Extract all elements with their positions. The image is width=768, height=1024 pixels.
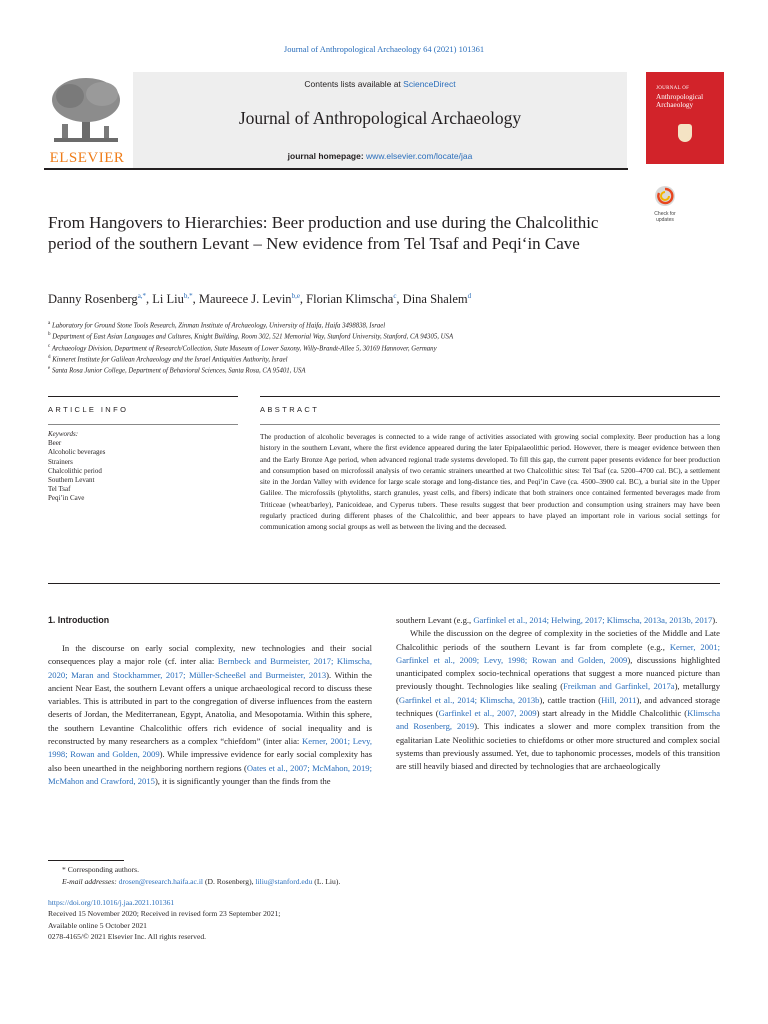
citation-link[interactable]: Garfinkel et al., 2014; Klimscha, 2013b: [398, 694, 540, 705]
keywords-block: [48, 430, 238, 504]
body-text: ), it is significantly younger than the finds from the: [154, 775, 331, 786]
body-text: southern Levant (e.g.,: [396, 615, 474, 625]
author-sup[interactable]: c: [393, 292, 397, 300]
keyword: Chalcolithic period: [48, 466, 102, 475]
masthead-rule: [44, 168, 628, 170]
available-date: Available online 5 October 2021: [48, 920, 147, 930]
email-line: E-mail addresses: drosen@research.haifa.ac.il (D. Rosenberg), liliu@stanford.edu (L. Liu).: [62, 877, 341, 886]
check-for-updates-badge[interactable]: [650, 186, 680, 230]
affiliation: $^c$ Archaeology Division, Department of Research/Collection, State Museum of Lower Saxony, Willy-Brandt-Allee 5, 30169 Hannover, Germany: [48, 343, 437, 352]
article-info-rule: [48, 424, 238, 425]
article-info-heading: ARTICLE INFO: [48, 405, 129, 414]
body-text: ) start already in the Middle Chalcolithic (: [536, 708, 688, 719]
author-name[interactable]: Li Liu: [152, 292, 184, 307]
running-head: Journal of Anthropological Archaeology 64 (2021) 101361: [283, 44, 485, 54]
body-text: ). This indicates a slower and more complex transition from the egalitarian Late Neolithic societies to chiefdoms or other more structured and complex social systems than previously assumed. Yet, due to taphonomic processes, models of this transition are still heavily biased and directed by technologies that are archaeologically: [396, 721, 720, 772]
body-text: ). Within the ancient Near East, the southern Levant offers a unique archaeological record to discuss these variables. This is attributed in part to the congregation of diverse influences from the eastern deserts of Jordan, the Mediterranean, Egypt, Anatolia, and Mesopotamia. Within this sphere, the southern Levantine Chalcolithic offers rich evidence of social inequality and is reconstructed by many researchers as a complex “chiefdom” (inter alia:: [48, 669, 372, 747]
citation-link[interactable]: Garfinkel et al., 2007, 2009: [438, 708, 537, 719]
cover-line-2: Anthropological Archaeology: [656, 93, 704, 109]
citation-link[interactable]: Kerner, 2001; Garfinkel et al., 2009; Levy, 1998; Rowan and Golden, 2009: [396, 641, 721, 665]
citation-link[interactable]: Kerner, 2001; Levy, 1998; Rowan and Golden, 2009: [48, 736, 373, 760]
article-title: From Hangovers to Hierarchies: Beer production and use during the Chalcolithic period of the southern Levant – New evidence from Tel Tsaf and Peqi‘in Cave: [48, 213, 599, 253]
keyword: Alcoholic beverages: [48, 448, 106, 457]
publisher-logo-text: ELSEVIER: [49, 150, 125, 166]
keywords-label: Keywords:: [48, 430, 79, 438]
abstract-bottom-rule: [48, 583, 720, 584]
keyword: Beer: [48, 439, 62, 448]
author-sup[interactable]: b,*: [183, 292, 193, 300]
body-paragraph: [48, 642, 372, 788]
citation-link[interactable]: Bernbeck and Burmeister, 2017; Klimscha, 2020; Maran and Stockhammer, 2017; Müller-Scheeßel and Burmeister, 2013: [48, 656, 372, 680]
cover-seal-icon: [678, 124, 692, 142]
citation-link[interactable]: Klimscha and Rosenberg, 2019: [396, 708, 721, 732]
author-sup[interactable]: a,*: [137, 292, 147, 300]
journal-cover-thumbnail: [646, 72, 724, 164]
author-sup[interactable]: b,e: [291, 292, 300, 300]
affiliation: $^b$ Department of East Asian Languages and Cultures, Knight Building, Room 302, 521 Memorial Way, Stanford University, Stanford, CA 94305, USA: [48, 332, 454, 341]
footnote-rule: [48, 860, 124, 861]
copyright-line: 0278-4165/© 2021 Elsevier Inc. All rights reserved.: [48, 931, 207, 941]
tree-icon: [44, 72, 128, 148]
elsevier-logo: [44, 72, 128, 168]
body-column-right: [396, 614, 720, 774]
journal-homepage: journal homepage: www.elsevier.com/locate/jaa: [287, 151, 473, 161]
email-link[interactable]: drosen@research.haifa.ac.il: [118, 877, 204, 886]
body-paragraph: [396, 614, 720, 627]
body-text: In the discourse on early social complexity, new technologies and their social consequences play a major role (cf. inter alia:: [48, 643, 372, 667]
journal-name: Journal of Anthropological Archaeology: [238, 108, 522, 128]
article-info-top-rule: [48, 396, 238, 397]
body-text: ). While impressive evidence for early social complexity has also been unearthed in the neighboring northern regions (: [48, 749, 373, 773]
email-link[interactable]: liliu@stanford.edu: [255, 877, 313, 886]
citation-link[interactable]: Oates et al., 2007; McMahon, 2019; McMahon and Crawford, 2015: [48, 762, 372, 786]
affiliation: $^e$ Santa Rosa Junior College, Department of Behavioral Sciences, Santa Rosa, CA 95401, USA: [48, 366, 306, 375]
keyword: Strainers: [48, 457, 73, 466]
author-name[interactable]: Danny Rosenberg: [48, 292, 138, 307]
body-column-left: [48, 642, 372, 788]
body-text: While the discussion on the degree of complexity in the societies of the Middle and Late Chalcolithic periods of the southern Levant is far from complete (e.g.,: [396, 628, 720, 652]
author-name[interactable]: Maureece J. Levin: [198, 292, 292, 307]
affiliation-list: [48, 319, 708, 375]
sciencedirect-link[interactable]: ScienceDirect: [403, 79, 456, 89]
body-text: ), cattle traction (: [539, 694, 602, 705]
keyword: Southern Levant: [48, 476, 95, 485]
abstract-top-rule: [260, 396, 720, 397]
abstract-rule: [260, 424, 720, 425]
body-text: ), discussions highlighted unanticipated complex socio-technical operations that suggest a more nuanced picture than previously thought. Technologies like sealing (: [396, 654, 720, 692]
citation-link[interactable]: Garfinkel et al., 2014; Helwing, 2017; Klimscha, 2013a, 2013b, 2017: [473, 615, 713, 625]
body-paragraph: [396, 627, 720, 773]
affiliation: $^d$ Kinneret Institute for Galilean Archaeology and the Israel Antiquities Authority, Israel: [48, 354, 288, 364]
keyword: Tel Tsaf: [48, 485, 71, 494]
affiliation: $^a$ Laboratory for Ground Stone Tools Research, Zinman Institute of Archaeology, University of Haifa, Haifa 3498838, Israel: [48, 321, 386, 330]
author-list: Danny Rosenberg$^{a,*}$, Li Liu$^{b,*}$, Maureece J. Levin$^{b,e}$, Florian Klimscha$^c$, Dina Shalem$^d$: [48, 292, 472, 307]
keyword: Peqi’in Cave: [48, 494, 85, 503]
homepage-link[interactable]: www.elsevier.com/locate/jaa: [366, 151, 473, 161]
update-icon: [655, 186, 675, 206]
corresponding-note: * Corresponding authors.: [62, 865, 139, 874]
section-heading-introduction: 1. Introduction: [48, 615, 110, 625]
publication-info: [48, 897, 548, 942]
cover-line-1: JOURNAL OF: [656, 86, 690, 91]
abstract-text: The production of alcoholic beverages is connected to a wide range of activities associated with growing social complexity. Beer production has a long history in the southern Levant, where the first evidence appeared during the later Epipalaeolithic period. However, there is meager evidence between then and the Early Bronze Age period, when advanced regional trade systems developed. To fill this gap, the current paper presents evidence for beer production and consumption based on microfossil analysis of two ceramic strainers unearthed at two Chalcolithic sites: Tel Tsaf (ca. 5200–4700 cal. BC), a settlement site in the Jordan Valley with evidence for large scale storage and long-distance ties, and Peqi’in Cave (ca. 4500–3900 cal. BC), a burial site in the Upper Galilee. The microfossils (phytoliths, starch granules, yeast cells, and fibers) indicate that both strainers once contained fermented beverages made from Triticeae (wheat/barley), Panicoideae, and Cyperus tubers. These results suggest that beer production and consumption using strainers may have been regularly practiced during different phases of the Chalcolithic, and beer appears to have played an important role in various social settings for communication among social groups as well as between the living and the deceased.: [260, 432, 720, 532]
body-text: ).: [712, 615, 718, 625]
received-dates: Received 15 November 2020; Received in revised form 23 September 2021;: [48, 909, 281, 919]
author-sup[interactable]: d: [467, 292, 472, 300]
contents-line: Contents lists available at ScienceDirect: [304, 79, 456, 89]
check-for-updates-label: Check for updates: [654, 211, 676, 223]
body-text: ), metallurgy (: [396, 681, 720, 705]
author-name[interactable]: Dina Shalem: [402, 292, 468, 307]
citation-link[interactable]: Hill, 2011: [601, 694, 637, 705]
abstract-heading: ABSTRACT: [260, 405, 320, 414]
body-text: ), and advanced storage techniques (: [396, 694, 721, 719]
footnotes: [48, 864, 448, 888]
doi-link[interactable]: https://doi.org/10.1016/j.jaa.2021.101361: [48, 898, 175, 907]
citation-link[interactable]: Freikman and Garfinkel, 2017a: [563, 681, 675, 692]
author-name[interactable]: Florian Klimscha: [306, 292, 394, 307]
